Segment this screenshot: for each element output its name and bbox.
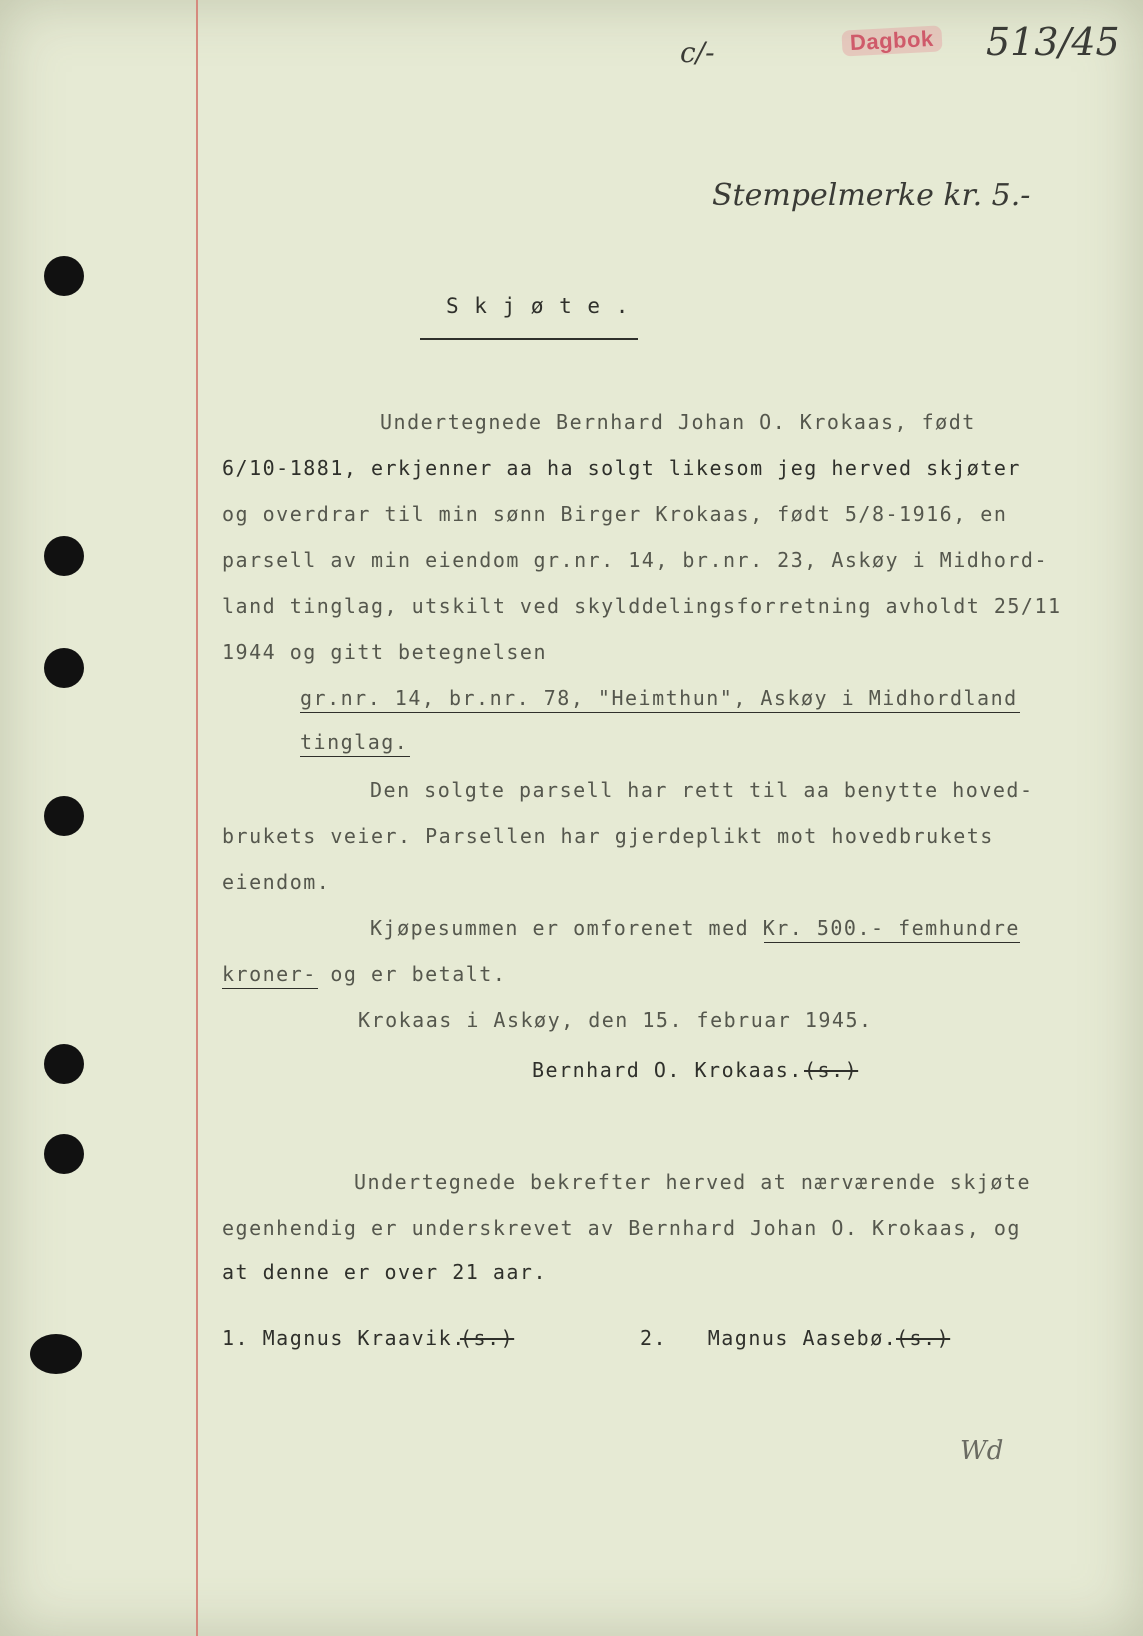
document-title: S k j ø t e .	[446, 294, 630, 318]
text-line: Undertegnede Bernhard Johan O. Krokaas, født	[380, 410, 976, 434]
witness-1-mark: (s.)	[460, 1326, 515, 1350]
text-line: at denne er over 21 aar.	[222, 1260, 547, 1284]
witness-2: 2. Magnus Aasebø.	[640, 1326, 898, 1350]
punch-hole	[44, 256, 84, 296]
text-line: egenhendig er underskrevet av Bernhard Johan O. Krokaas, og	[222, 1216, 1021, 1240]
punch-hole	[44, 1134, 84, 1174]
text-line: Undertegnede bekrefter herved at nærværende skjøte	[354, 1170, 1032, 1194]
text-line: 1944 og gitt betegnelsen	[222, 640, 547, 664]
footer-mark: Wd	[960, 1436, 1004, 1466]
price-underline	[764, 942, 1020, 943]
witness-2-mark: (s.)	[896, 1326, 951, 1350]
punch-hole	[44, 536, 84, 576]
punch-hole	[44, 1044, 84, 1084]
designation-underline	[300, 756, 410, 757]
title-underline	[420, 338, 638, 340]
punch-hole	[30, 1334, 82, 1374]
initial-mark: c/-	[680, 36, 715, 69]
text-line: Den solgte parsell har rett til aa benytte hoved-	[370, 778, 1034, 802]
witness-1: 1. Magnus Kraavik.	[222, 1326, 466, 1350]
signature-mark: (s.)	[804, 1058, 859, 1082]
red-margin-line	[196, 0, 198, 1636]
punch-hole	[44, 648, 84, 688]
text-line: parsell av min eiendom gr.nr. 14, br.nr. 23, Askøy i Midhord-	[222, 548, 1049, 572]
designation-underline	[300, 712, 1020, 713]
dagbok-stamp: Dagbok	[841, 25, 942, 56]
text-line: 6/10-1881, erkjenner aa ha solgt likesom jeg herved skjøter	[222, 456, 1021, 480]
signature-name: Bernhard O. Krokaas.	[532, 1058, 803, 1082]
text-line: eiendom.	[222, 870, 331, 894]
document-number: 513/45	[986, 20, 1120, 64]
text-line: kroner- og er betalt.	[222, 962, 507, 986]
punch-hole	[44, 796, 84, 836]
text-line: gr.nr. 14, br.nr. 78, "Heimthun", Askøy i Midhordland	[300, 686, 1018, 710]
text-line: brukets veier. Parsellen har gjerdeplikt mot hovedbrukets	[222, 824, 994, 848]
text-line: tinglag.	[300, 730, 409, 754]
price-underline	[222, 988, 318, 989]
place-date: Krokaas i Askøy, den 15. februar 1945.	[358, 1008, 873, 1032]
text-line: land tinglag, utskilt ved skylddelingsforretning avholdt 25/11	[222, 594, 1062, 618]
text-line: Kjøpesummen er omforenet med Kr. 500.- femhundre	[370, 916, 1020, 940]
text-line: og overdrar til min sønn Birger Krokaas, født 5/8-1916, en	[222, 502, 1008, 526]
stamp-duty-note: Stempelmerke kr. 5.-	[712, 178, 1031, 213]
